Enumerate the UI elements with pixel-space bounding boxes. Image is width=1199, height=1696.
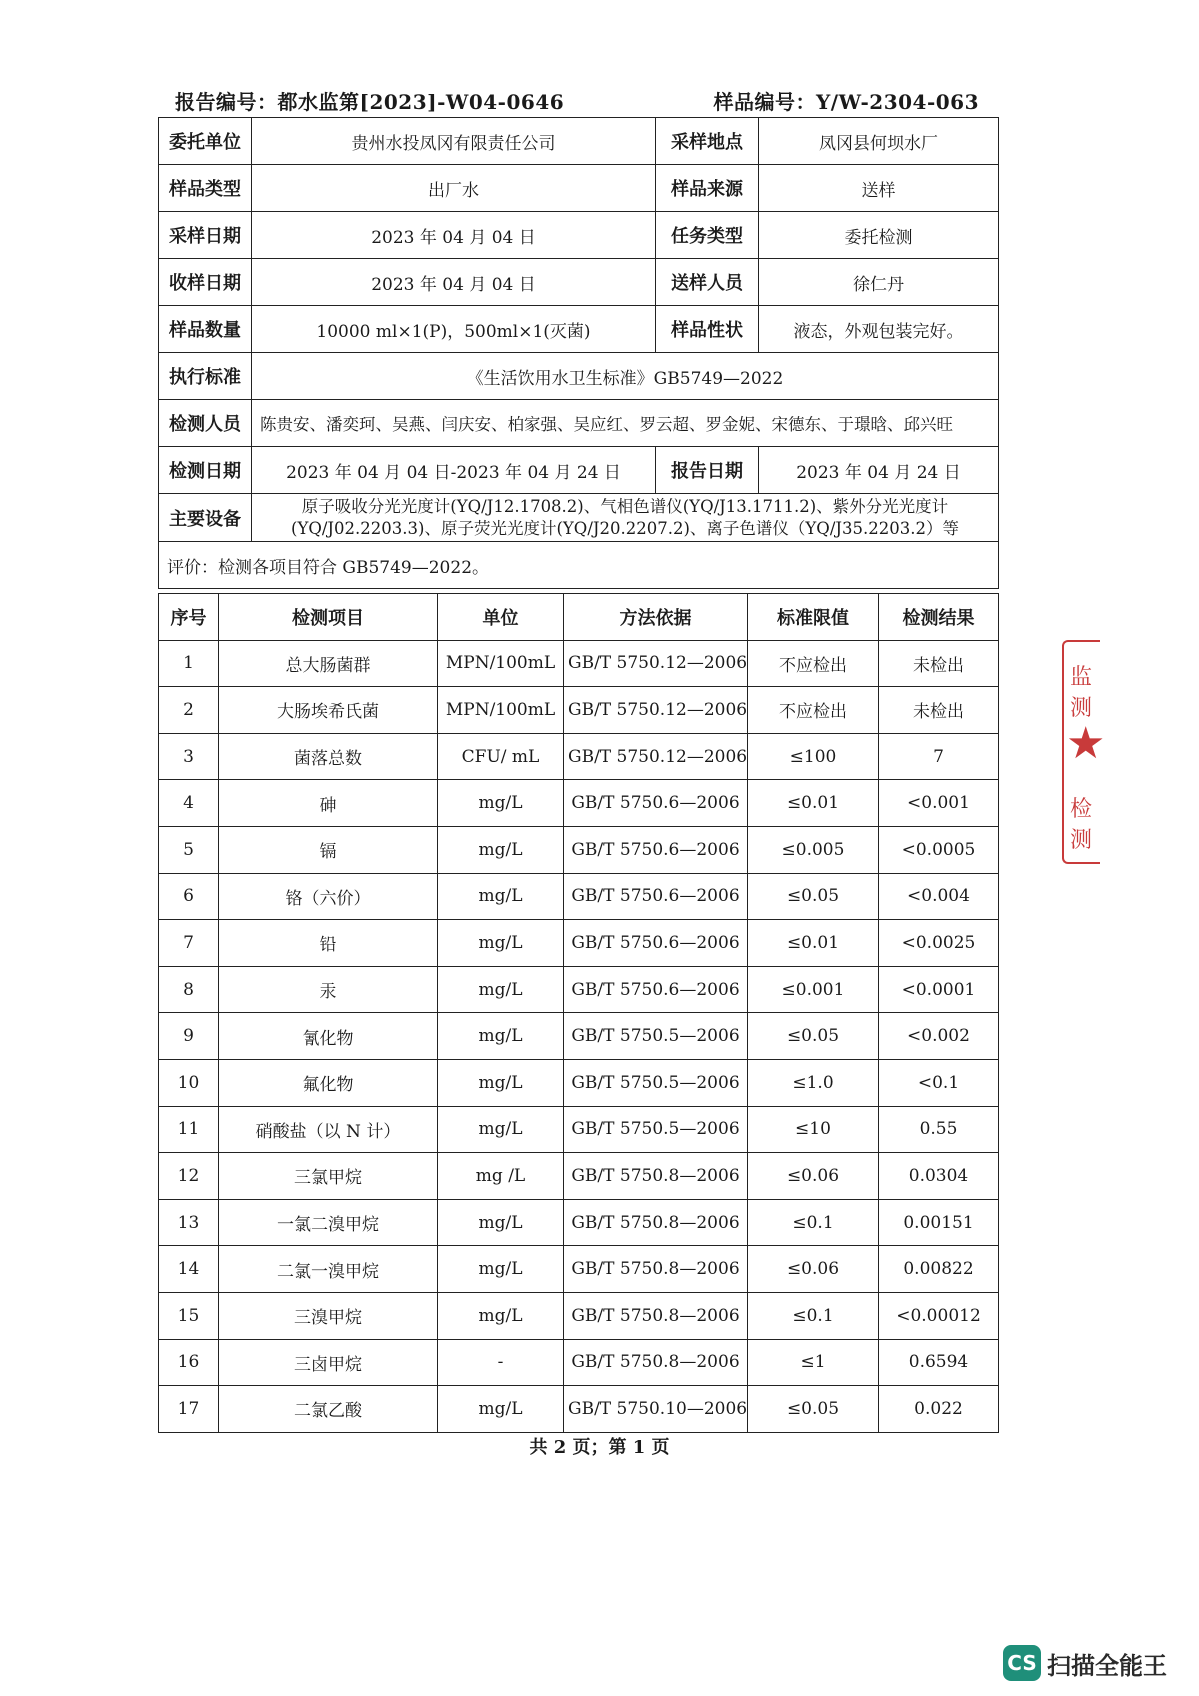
cell-index: 1 [159, 640, 219, 687]
client-label: 委托单位 [159, 118, 252, 165]
cell-index: 8 [159, 966, 219, 1013]
sampling-date-label: 采样日期 [159, 212, 252, 259]
header-index: 序号 [159, 594, 219, 641]
report-number: 报告编号：都水监第[2023]-W04-0646 [175, 90, 565, 114]
table-row [159, 733, 999, 780]
cell-unit: mg/L [438, 873, 564, 920]
cell-item: 氰化物 [219, 1013, 438, 1060]
cell-method: GB/T 5750.6—2006 [564, 826, 748, 873]
cell-method: GB/T 5750.5—2006 [564, 1059, 748, 1106]
cell-result: 0.00151 [879, 1199, 999, 1246]
cell-limit: ≤0.05 [748, 1013, 879, 1060]
cell-unit: mg/L [438, 1199, 564, 1246]
sample-type-label: 样品类型 [159, 165, 252, 212]
cell-method: GB/T 5750.12—2006 [564, 733, 748, 780]
sampling-date-value: 2023 年 04 月 04 日 [252, 212, 656, 259]
header-unit: 单位 [438, 594, 564, 641]
sample-state-value: 液态，外观包装完好。 [759, 306, 999, 353]
cell-unit: - [438, 1339, 564, 1386]
table-row [159, 1386, 999, 1433]
sample-source-label: 样品来源 [656, 165, 759, 212]
cell-result: <0.00012 [879, 1292, 999, 1339]
page-counter: 共 2 页；第 1 页 [529, 1437, 670, 1458]
cell-method: GB/T 5750.8—2006 [564, 1339, 748, 1386]
test-date-value: 2023 年 04 月 04 日-2023 年 04 月 24 日 [252, 447, 656, 494]
cell-result: <0.1 [879, 1059, 999, 1106]
cell-unit: mg/L [438, 966, 564, 1013]
sample-state-label: 样品性状 [656, 306, 759, 353]
cell-limit: ≤0.001 [748, 966, 879, 1013]
table-row [159, 1013, 999, 1060]
cell-item: 二氯一溴甲烷 [219, 1246, 438, 1293]
task-type-label: 任务类型 [656, 212, 759, 259]
cell-index: 9 [159, 1013, 219, 1060]
cell-index: 4 [159, 780, 219, 827]
cell-unit: mg/L [438, 1106, 564, 1153]
cell-result: 7 [879, 733, 999, 780]
cell-item: 汞 [219, 966, 438, 1013]
cell-item: 一氯二溴甲烷 [219, 1199, 438, 1246]
sample-number: 样品编号：Y/W-2304-063 [713, 90, 979, 114]
cell-result: 0.022 [879, 1386, 999, 1433]
sender-label: 送样人员 [656, 259, 759, 306]
equipment-line-2: (YQ/J02.2203.3)、原子荧光光度计(YQ/J20.2207.2)、离子色谱仪（YQ/J35.2203.2）等 [291, 518, 959, 538]
cell-result: <0.002 [879, 1013, 999, 1060]
results-body [159, 594, 999, 1433]
cell-method: GB/T 5750.8—2006 [564, 1199, 748, 1246]
table-row [159, 687, 999, 734]
table-row [159, 920, 999, 967]
sender-value: 徐仁丹 [759, 259, 999, 306]
cell-method: GB/T 5750.12—2006 [564, 640, 748, 687]
cell-result: 未检出 [879, 640, 999, 687]
client-value: 贵州水投凤冈有限责任公司 [252, 118, 656, 165]
table-row [159, 1059, 999, 1106]
cell-index: 5 [159, 826, 219, 873]
cell-unit: MPN/100mL [438, 687, 564, 734]
cell-index: 11 [159, 1106, 219, 1153]
cell-method: GB/T 5750.6—2006 [564, 873, 748, 920]
cell-result: <0.001 [879, 780, 999, 827]
cell-result: 0.0304 [879, 1153, 999, 1200]
site-value: 凤冈县何坝水厂 [759, 118, 999, 165]
cell-limit: ≤0.05 [748, 873, 879, 920]
cell-result: <0.0001 [879, 966, 999, 1013]
cell-unit: mg /L [438, 1153, 564, 1200]
cell-method: GB/T 5750.5—2006 [564, 1106, 748, 1153]
table-row [159, 1246, 999, 1293]
cell-limit: 不应检出 [748, 640, 879, 687]
cell-unit: MPN/100mL [438, 640, 564, 687]
cell-item: 三氯甲烷 [219, 1153, 438, 1200]
cell-result: 0.00822 [879, 1246, 999, 1293]
report-date-value: 2023 年 04 月 24 日 [759, 447, 999, 494]
cell-method: GB/T 5750.5—2006 [564, 1013, 748, 1060]
cell-item: 铬（六价） [219, 873, 438, 920]
cell-result: <0.0005 [879, 826, 999, 873]
cell-limit: ≤0.005 [748, 826, 879, 873]
equipment-value [252, 494, 999, 542]
site-label: 采样地点 [656, 118, 759, 165]
cell-limit: ≤10 [748, 1106, 879, 1153]
cell-item: 三溴甲烷 [219, 1292, 438, 1339]
cell-item: 氟化物 [219, 1059, 438, 1106]
table-row [159, 1339, 999, 1386]
cell-index: 16 [159, 1339, 219, 1386]
cell-unit: mg/L [438, 1059, 564, 1106]
stamp-text-bottom: 检测 [1070, 797, 1093, 853]
cell-limit: ≤0.1 [748, 1292, 879, 1339]
cell-limit: ≤0.05 [748, 1386, 879, 1433]
cell-result: <0.0025 [879, 920, 999, 967]
cell-index: 7 [159, 920, 219, 967]
star-icon: ★ [1066, 718, 1106, 769]
table-row [159, 640, 999, 687]
cell-item: 总大肠菌群 [219, 640, 438, 687]
table-row [159, 1199, 999, 1246]
table-row [159, 966, 999, 1013]
sample-info-table [158, 117, 999, 589]
standard-label: 执行标准 [159, 353, 252, 400]
cell-item: 铅 [219, 920, 438, 967]
cell-limit: ≤0.01 [748, 920, 879, 967]
cell-result: 0.6594 [879, 1339, 999, 1386]
report-date-label: 报告日期 [656, 447, 759, 494]
quantity-value: 10000 ml×1(P)，500ml×1(灭菌) [252, 306, 656, 353]
cell-unit: mg/L [438, 1013, 564, 1060]
cell-limit: ≤0.01 [748, 780, 879, 827]
cell-item: 三卤甲烷 [219, 1339, 438, 1386]
sample-type-value: 出厂水 [252, 165, 656, 212]
header-result: 检测结果 [879, 594, 999, 641]
cell-method: GB/T 5750.6—2006 [564, 920, 748, 967]
cell-index: 12 [159, 1153, 219, 1200]
table-row [159, 1292, 999, 1339]
cell-limit: ≤0.06 [748, 1246, 879, 1293]
cell-item: 砷 [219, 780, 438, 827]
header-method: 方法依据 [564, 594, 748, 641]
table-row [159, 1106, 999, 1153]
sample-source-value: 送样 [759, 165, 999, 212]
evaluation: 评价：检测各项目符合 GB5749—2022。 [159, 542, 999, 589]
header-item: 检测项目 [219, 594, 438, 641]
cell-unit: mg/L [438, 826, 564, 873]
cell-limit: ≤0.1 [748, 1199, 879, 1246]
table-row [159, 873, 999, 920]
cell-unit: CFU/ mL [438, 733, 564, 780]
cell-limit: ≤0.06 [748, 1153, 879, 1200]
cell-item: 大肠埃希氏菌 [219, 687, 438, 734]
cell-item: 硝酸盐（以 N 计） [219, 1106, 438, 1153]
cell-index: 3 [159, 733, 219, 780]
scanner-watermark [1003, 1645, 1167, 1681]
camscanner-logo-icon: CS [1003, 1645, 1041, 1681]
cell-unit: mg/L [438, 1386, 564, 1433]
receipt-date-label: 收样日期 [159, 259, 252, 306]
cell-method: GB/T 5750.6—2006 [564, 780, 748, 827]
cell-method: GB/T 5750.10—2006 [564, 1386, 748, 1433]
cell-index: 10 [159, 1059, 219, 1106]
test-date-label: 检测日期 [159, 447, 252, 494]
cell-item: 镉 [219, 826, 438, 873]
task-type-value: 委托检测 [759, 212, 999, 259]
cell-index: 14 [159, 1246, 219, 1293]
cell-index: 17 [159, 1386, 219, 1433]
red-seal-stamp [1062, 640, 1106, 864]
cell-limit: ≤1.0 [748, 1059, 879, 1106]
results-table [158, 593, 999, 1433]
receipt-date-value: 2023 年 04 月 04 日 [252, 259, 656, 306]
cell-item: 二氯乙酸 [219, 1386, 438, 1433]
cell-unit: mg/L [438, 1246, 564, 1293]
cell-result: <0.004 [879, 873, 999, 920]
cell-index: 2 [159, 687, 219, 734]
table-row [159, 1153, 999, 1200]
stamp-text-top: 监测 [1070, 665, 1093, 721]
cell-item: 菌落总数 [219, 733, 438, 780]
cell-limit: 不应检出 [748, 687, 879, 734]
cell-method: GB/T 5750.12—2006 [564, 687, 748, 734]
scanner-brand-name: 扫描全能王 [1047, 1651, 1167, 1680]
table-row [159, 780, 999, 827]
cell-result: 0.55 [879, 1106, 999, 1153]
cell-method: GB/T 5750.8—2006 [564, 1153, 748, 1200]
equipment-line-1: 原子吸收分光光度计(YQ/J12.1708.2)、气相色谱仪(YQ/J13.1711.2)、紫外分光光度计 [301, 496, 949, 516]
results-header-row [159, 594, 999, 641]
equipment-label: 主要设备 [159, 494, 252, 542]
cell-index: 13 [159, 1199, 219, 1246]
cell-limit: ≤1 [748, 1339, 879, 1386]
cell-method: GB/T 5750.8—2006 [564, 1246, 748, 1293]
cell-method: GB/T 5750.6—2006 [564, 966, 748, 1013]
table-row [159, 826, 999, 873]
cell-index: 6 [159, 873, 219, 920]
inspectors-label: 检测人员 [159, 400, 252, 447]
cell-limit: ≤100 [748, 733, 879, 780]
cell-unit: mg/L [438, 780, 564, 827]
cell-unit: mg/L [438, 920, 564, 967]
header-limit: 标准限值 [748, 594, 879, 641]
inspectors-value: 陈贵安、潘奕珂、吴燕、闫庆安、柏家强、吴应红、罗云超、罗金妮、宋德东、于璟晗、邱兴旺 [252, 400, 999, 447]
cell-result: 未检出 [879, 687, 999, 734]
cell-index: 15 [159, 1292, 219, 1339]
standard-value: 《生活饮用水卫生标准》GB5749—2022 [252, 353, 999, 400]
cell-method: GB/T 5750.8—2006 [564, 1292, 748, 1339]
quantity-label: 样品数量 [159, 306, 252, 353]
cell-unit: mg/L [438, 1292, 564, 1339]
